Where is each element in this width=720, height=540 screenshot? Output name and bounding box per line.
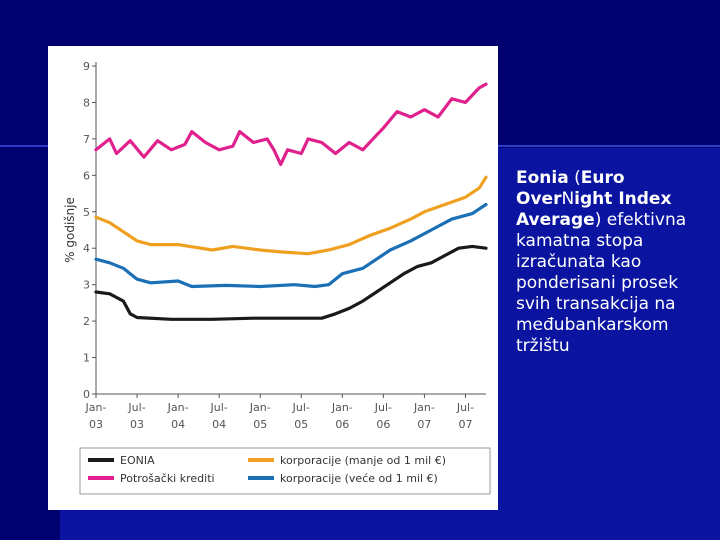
y-tick-label: 3: [83, 278, 90, 292]
x-tick-label-month: Jul-: [456, 401, 475, 414]
x-tick-label-year: 06: [335, 418, 350, 431]
y-tick-label: 7: [83, 132, 90, 146]
caption-term-part-6: ): [594, 210, 602, 230]
y-axis-title: % godišnje: [63, 197, 77, 263]
caption-term-part-1: Eonia: [516, 168, 569, 188]
caption-term-part-3: Euro Over: [516, 168, 625, 209]
x-tick-label-month: Jan-: [413, 401, 435, 414]
y-tick-label: 4: [83, 242, 90, 256]
x-tick-label-month: Jul-: [210, 401, 228, 414]
x-tick-label-year: 07: [417, 418, 432, 431]
x-tick-label-month: Jul-: [374, 401, 392, 414]
x-tick-label-month: Jul-: [128, 401, 146, 414]
y-tick-label: 2: [83, 315, 90, 329]
x-tick-label-year: 04: [212, 418, 227, 431]
y-tick-label: 5: [83, 205, 90, 219]
y-tick-label: 9: [83, 60, 90, 73]
x-tick-label-month: Jan-: [249, 401, 271, 414]
interest-rate-chart: [48, 46, 498, 510]
legend-label: EONIA: [120, 454, 155, 467]
y-tick-label: 1: [83, 351, 90, 365]
caption-term-part-4: N: [561, 189, 575, 209]
caption-description: efektivna kamatna stopa izračunata kao ponderisani prosek svih transakcija na međubankarskom tržištu: [516, 210, 687, 356]
y-tick-label: 6: [83, 169, 90, 183]
x-tick-label-year: 03: [89, 418, 103, 431]
x-tick-label-month: Jan-: [85, 401, 107, 414]
caption-term-part-2: (: [568, 168, 581, 188]
x-tick-label-year: 03: [130, 418, 145, 431]
x-tick-label-month: Jul-: [292, 401, 310, 414]
x-tick-label-year: 06: [376, 418, 391, 431]
series-line: [96, 84, 486, 164]
series-line: [96, 177, 486, 254]
caption-text-block: [516, 168, 706, 357]
x-tick-label-year: 07: [458, 418, 473, 431]
x-tick-label-year: 04: [171, 418, 186, 431]
caption-term-part-5: ight Index Average: [516, 189, 672, 230]
legend-label: Potrošački krediti: [120, 472, 215, 485]
y-tick-label: 0: [83, 388, 90, 401]
legend-label: korporacije (veće od 1 mil €): [280, 472, 438, 485]
x-tick-label-month: Jan-: [331, 401, 353, 414]
x-tick-label-year: 05: [294, 418, 309, 431]
x-tick-label-year: 05: [253, 418, 268, 431]
x-tick-label-month: Jan-: [167, 401, 189, 414]
y-tick-label: 8: [83, 96, 90, 110]
chart-panel: [48, 46, 498, 510]
legend-label: korporacije (manje od 1 mil €): [280, 454, 446, 467]
